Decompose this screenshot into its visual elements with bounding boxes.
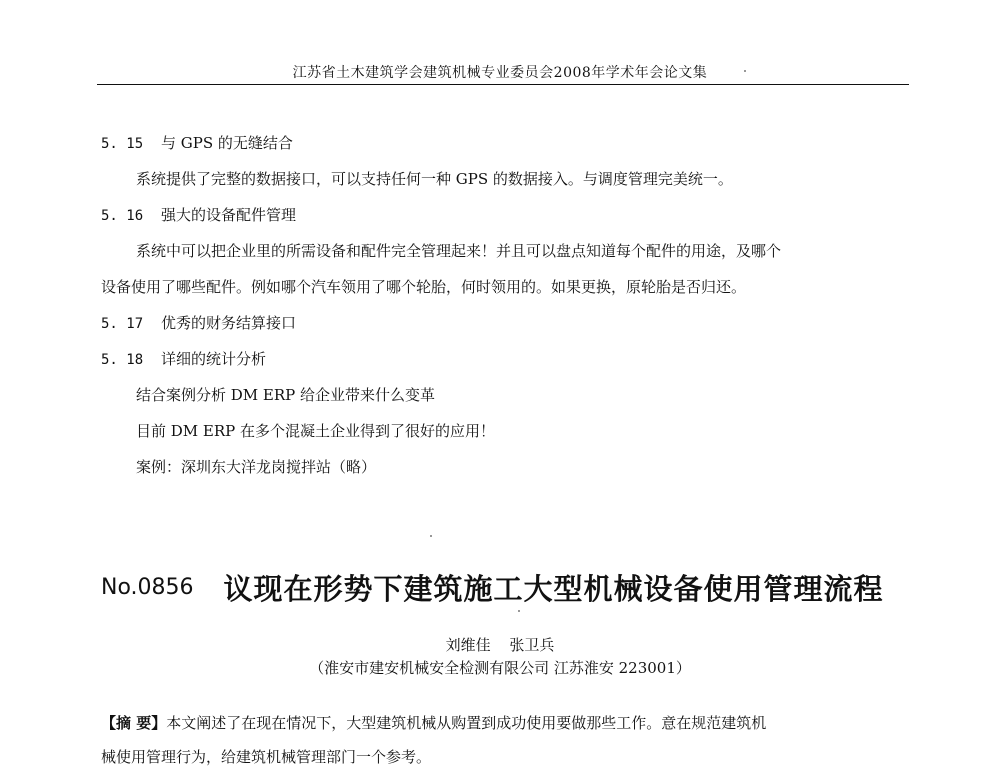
paragraph-parts-line-2: 设备使用了哪些配件。例如哪个汽车领用了哪个轮胎，何时领用的。如果更换，原轮胎是否归还。 bbox=[101, 278, 747, 296]
section-number: 5. 17 bbox=[101, 316, 144, 332]
section-title: 详细的统计分析 bbox=[161, 350, 267, 368]
paper-number: No.0856 bbox=[101, 575, 194, 600]
abstract-line-2: 械使用管理行为，给建筑机械管理部门一个参考。 bbox=[101, 748, 432, 766]
paragraph-case-3: 案例：深圳东大洋龙岗搅拌站（略） bbox=[136, 458, 377, 476]
scan-speck bbox=[744, 70, 746, 72]
abstract-label: 【摘 要】 bbox=[101, 714, 167, 732]
paper-title: 议现在形势下建筑施工大型机械设备使用管理流程 bbox=[223, 572, 884, 606]
header-rule bbox=[97, 84, 909, 85]
paragraph-case-1: 结合案例分析 DM ERP 给企业带来什么变革 bbox=[136, 386, 436, 404]
section-title: 与 GPS 的无缝结合 bbox=[161, 134, 293, 152]
section-heading-5-18 bbox=[101, 348, 266, 369]
section-heading-5-17 bbox=[101, 312, 296, 333]
paper-authors: 刘维佳 张卫兵 bbox=[445, 636, 555, 654]
paragraph-case-2: 目前 DM ERP 在多个混凝土企业得到了很好的应用！ bbox=[136, 422, 496, 440]
section-title: 优秀的财务结算接口 bbox=[161, 314, 297, 332]
paragraph-parts-line-1: 系统中可以把企业里的所需设备和配件完全管理起来！并且可以盘点知道每个配件的用途，及哪个 bbox=[136, 242, 782, 260]
abstract-text: 本文阐述了在现在情况下，大型建筑机械从购置到成功使用要做那些工作。意在规范建筑机 bbox=[166, 714, 767, 732]
paragraph-gps: 系统提供了完整的数据接口，可以支持任何一种 GPS 的数据接入。与调度管理完美统一。 bbox=[136, 170, 733, 188]
scan-speck bbox=[518, 610, 520, 612]
running-header: 江苏省土木建筑学会建筑机械专业委员会2008年学术年会论文集 bbox=[292, 65, 708, 81]
paper-title-row bbox=[101, 567, 884, 608]
section-heading-5-15 bbox=[101, 132, 293, 153]
section-number: 5. 16 bbox=[101, 208, 144, 224]
section-number: 5. 18 bbox=[101, 352, 144, 368]
abstract-line-1 bbox=[101, 712, 766, 733]
section-title: 强大的设备配件管理 bbox=[161, 206, 297, 224]
paper-affiliation: （淮安市建安机械安全检测有限公司 江苏淮安 223001） bbox=[309, 659, 691, 677]
section-number: 5. 15 bbox=[101, 136, 144, 152]
scan-speck bbox=[430, 535, 432, 537]
section-heading-5-16 bbox=[101, 204, 296, 225]
